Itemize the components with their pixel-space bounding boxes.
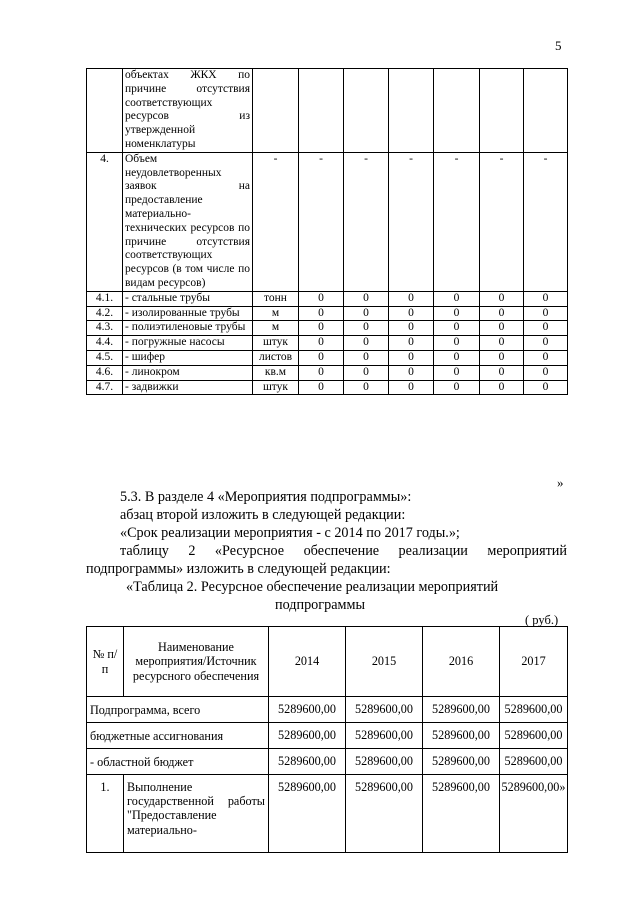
dash-cell: - xyxy=(344,152,389,291)
paragraph: «Срок реализации мероприятия - с 2014 по 2017 годы.»; xyxy=(120,525,460,541)
table-row xyxy=(87,321,568,336)
value-cell: 0 xyxy=(344,350,389,365)
paragraph: абзац второй изложить в следующей редакции: xyxy=(120,507,406,523)
indicator-name: объектах ЖКХ по причине отсутствия соответствующих ресурсов из утвержденной номенклатуры xyxy=(123,69,253,153)
value-cell: 0 xyxy=(344,380,389,395)
value-cell: 0 xyxy=(389,365,434,380)
value-cell: 0 xyxy=(524,321,568,336)
value-cell: 0 xyxy=(434,291,480,306)
resource-name: - погружные насосы xyxy=(123,336,253,351)
value-cell: 0 xyxy=(524,365,568,380)
row-number: 4.4. xyxy=(87,336,123,351)
table-row xyxy=(87,380,568,395)
value-cell: 0 xyxy=(480,321,524,336)
value-cell: 0 xyxy=(389,380,434,395)
value-cell: 0 xyxy=(344,321,389,336)
currency-unit: ( руб.) xyxy=(525,613,559,627)
value-cell: 0 xyxy=(524,350,568,365)
header-name: Наименование мероприятия/Источник ресурсного обеспечения xyxy=(124,627,269,697)
value-cell: 0 xyxy=(344,306,389,321)
row-label: бюджетные ассигнования xyxy=(87,723,269,749)
indicator-name: Объем неудовлетворенных заявок на предоставление материально-технических ресурсов по причине отсутствия соответствующих ресурсов (в том числе по видам ресурсов) xyxy=(123,152,253,291)
value-cell: 5289600,00 xyxy=(423,775,500,853)
page-number: 5 xyxy=(555,38,562,53)
value-cell: 5289600,00 xyxy=(423,697,500,723)
value-cell: 5289600,00 xyxy=(269,697,346,723)
value-cell: 0 xyxy=(480,336,524,351)
value-cell: 0 xyxy=(299,306,344,321)
table-row xyxy=(87,749,568,775)
row-number: 4.1. xyxy=(87,291,123,306)
resource-name: - изолированные трубы xyxy=(123,306,253,321)
row-number: 4.6. xyxy=(87,365,123,380)
value-cell: 5289600,00 xyxy=(423,723,500,749)
row-number: 4.7. xyxy=(87,380,123,395)
dash-cell: - xyxy=(434,152,480,291)
table-row xyxy=(87,69,568,153)
row-number: 1. xyxy=(87,775,124,853)
paragraph: таблицу 2 «Ресурсное обеспечение реализации мероприятий xyxy=(120,543,567,559)
value-cell: 0 xyxy=(344,336,389,351)
value-cell: 0 xyxy=(480,380,524,395)
unit-cell: штук xyxy=(253,380,299,395)
value-cell: 0 xyxy=(524,306,568,321)
table-row xyxy=(87,775,568,853)
value-cell: 0 xyxy=(480,350,524,365)
header-year: 2017 xyxy=(500,627,568,697)
resource-name: - стальные трубы xyxy=(123,291,253,306)
paragraph: подпрограммы» изложить в следующей редакции: xyxy=(86,561,391,577)
value-cell: 0 xyxy=(389,306,434,321)
table-row xyxy=(87,336,568,351)
value-cell: 0 xyxy=(434,336,480,351)
value-cell: 5289600,00 xyxy=(500,749,568,775)
table-row xyxy=(87,723,568,749)
value-cell: 5289600,00 xyxy=(346,749,423,775)
paragraph-section: 5.3. В разделе 4 «Мероприятия подпрограммы»: xyxy=(120,489,412,505)
value-cell: 5289600,00 xyxy=(269,775,346,853)
activity-name: Выполнение государственной работы "Предоставление материально- xyxy=(124,775,269,853)
table-row xyxy=(87,306,568,321)
closing-quote: » xyxy=(557,475,564,490)
resource-name: - шифер xyxy=(123,350,253,365)
value-cell: 0 xyxy=(299,365,344,380)
header-year: 2014 xyxy=(269,627,346,697)
value-cell: 0 xyxy=(344,365,389,380)
resource-name: - задвижки xyxy=(123,380,253,395)
value-cell: 0 xyxy=(389,321,434,336)
table-caption-line2: подпрограммы xyxy=(275,597,365,613)
value-cell: 5289600,00 xyxy=(346,723,423,749)
value-cell: 0 xyxy=(524,380,568,395)
unit-cell: м xyxy=(253,321,299,336)
value-cell: 0 xyxy=(389,336,434,351)
table-caption: «Таблица 2. Ресурсное обеспечение реализации мероприятий xyxy=(126,579,499,595)
indicators-table xyxy=(86,68,568,395)
value-cell: 5289600,00» xyxy=(500,775,568,853)
table-row xyxy=(87,152,568,291)
header-year: 2015 xyxy=(346,627,423,697)
value-cell: 0 xyxy=(480,306,524,321)
value-cell: 0 xyxy=(434,350,480,365)
unit-cell: кв.м xyxy=(253,365,299,380)
dash-cell: - xyxy=(299,152,344,291)
value-cell: 0 xyxy=(480,365,524,380)
table-header-row xyxy=(87,627,568,697)
value-cell: 0 xyxy=(434,321,480,336)
dash-cell: - xyxy=(480,152,524,291)
value-cell: 0 xyxy=(524,336,568,351)
value-cell: 5289600,00 xyxy=(269,749,346,775)
unit-cell: м xyxy=(253,306,299,321)
row-number: 4. xyxy=(87,152,123,291)
value-cell: 5289600,00 xyxy=(423,749,500,775)
value-cell: 5289600,00 xyxy=(269,723,346,749)
value-cell: 0 xyxy=(434,380,480,395)
value-cell: 0 xyxy=(299,336,344,351)
value-cell: 0 xyxy=(434,306,480,321)
row-label: - областной бюджет xyxy=(87,749,269,775)
row-number: 4.5. xyxy=(87,350,123,365)
value-cell: 5289600,00 xyxy=(500,723,568,749)
value-cell: 5289600,00 xyxy=(346,697,423,723)
header-no: № п/п xyxy=(87,627,124,697)
unit-cell: листов xyxy=(253,350,299,365)
resource-name: - полиэтиленовые трубы xyxy=(123,321,253,336)
unit-cell: штук xyxy=(253,336,299,351)
row-label: Подпрограмма, всего xyxy=(87,697,269,723)
value-cell: 0 xyxy=(434,365,480,380)
value-cell: 0 xyxy=(480,291,524,306)
value-cell: 0 xyxy=(299,350,344,365)
table-row xyxy=(87,291,568,306)
row-number: 4.3. xyxy=(87,321,123,336)
resource-table xyxy=(86,626,568,853)
value-cell: 0 xyxy=(299,380,344,395)
value-cell: 5289600,00 xyxy=(346,775,423,853)
value-cell: 0 xyxy=(389,291,434,306)
value-cell: 0 xyxy=(299,321,344,336)
value-cell: 0 xyxy=(344,291,389,306)
dash-cell: - xyxy=(389,152,434,291)
table-row xyxy=(87,350,568,365)
value-cell: 5289600,00 xyxy=(500,697,568,723)
dash-cell: - xyxy=(524,152,568,291)
table-row xyxy=(87,365,568,380)
value-cell: 0 xyxy=(524,291,568,306)
table-row xyxy=(87,697,568,723)
resource-name: - линокром xyxy=(123,365,253,380)
row-number: 4.2. xyxy=(87,306,123,321)
value-cell: 0 xyxy=(299,291,344,306)
header-year: 2016 xyxy=(423,627,500,697)
unit-cell: тонн xyxy=(253,291,299,306)
dash-cell: - xyxy=(253,152,299,291)
value-cell: 0 xyxy=(389,350,434,365)
